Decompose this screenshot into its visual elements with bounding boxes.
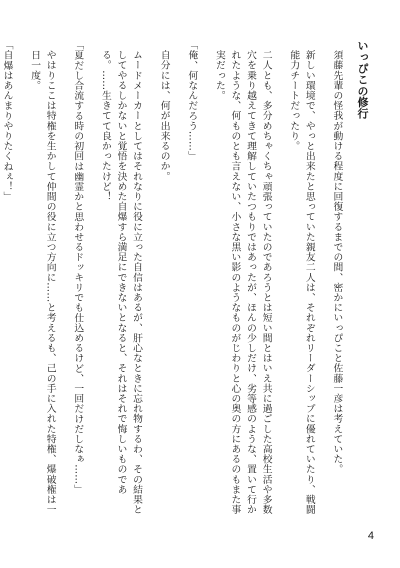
chapter-title: いっぴこの修行: [356, 40, 369, 120]
paragraph: やはりここは特権を生かして仲間の役に立つ方向に……と考えるも、己の手に入れた特権、爆破権は一日一度。: [29, 49, 56, 515]
page-number: 4: [367, 530, 374, 542]
paragraph-gap: [172, 40, 184, 522]
dialogue-line: 「自爆はあんまりやりたくねぇ！」: [1, 40, 13, 202]
dialogue-line: 「夏だし合流する時の初回は幽霊かと思わせるドッキリでも仕込めるけど、一回だけだしなぁ……」: [72, 40, 84, 495]
paragraph-gap: [317, 40, 329, 522]
dialogue-line: 「俺、何なんだろう……」: [186, 40, 198, 162]
paragraph: 須藤先輩の怪我が動ける程度に回復するまでの間、密かにいっぴこと佐藤一彦は考えていた。: [331, 49, 343, 474]
paragraph-gap: [199, 40, 211, 522]
paragraph-gap: [144, 40, 156, 522]
paragraph: 新しい環境で、やっと出来たと思っていた親友二人は、それぞれリーダーシップに優れていたり、戦闘能力チートだったり。: [288, 49, 315, 515]
paragraph-gap: [274, 40, 286, 522]
vertical-text-body: [1, 40, 370, 522]
paragraph: 自分には、何が出来るのか。: [158, 49, 170, 182]
paragraph: 二人とも、多分めちゃくちゃ頑張っていたのであろうとは短い間とはいえ共に過ごした高校生活や多数穴を乗り越えてきて理解していたつもりではあったが、ほんの少しだけ、劣等感のような、置いて行かれたような、何ものとも言えない、小さな黒い影のようなものがじわりと心の奥の方にあるのもまた事実だった。: [213, 49, 272, 515]
paragraph-gap: [15, 40, 27, 522]
paragraph-gap: [85, 40, 97, 522]
paragraph-gap: [58, 40, 70, 522]
paragraph: ムードメーカーとしてはそれなりに役に立った自信はあるが、肝心なときに忘れ物するわ、その結果としてやるしかないと覚悟を決めた自爆すら満足にできないとなると、それはそれで悔しいものである。……生きてて良かったけど！: [99, 49, 143, 515]
